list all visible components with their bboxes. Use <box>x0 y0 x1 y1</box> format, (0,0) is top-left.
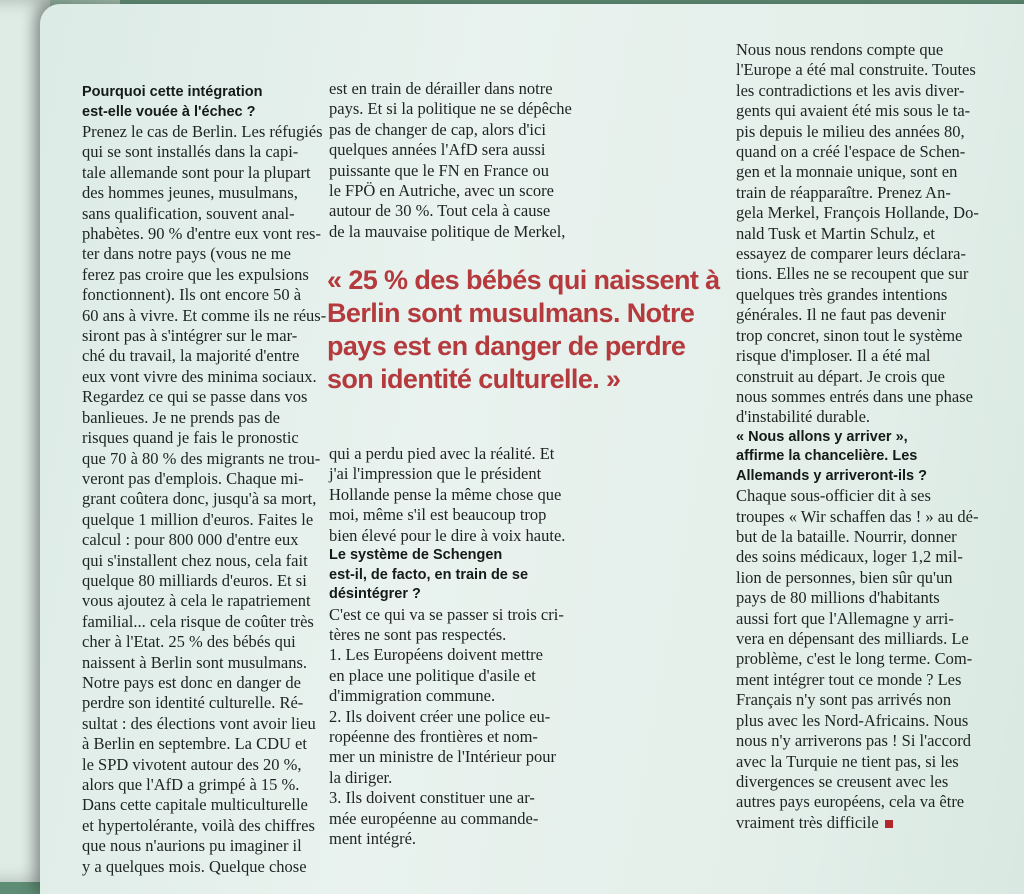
text-line: générales. Il ne faut pas devenir <box>736 305 946 325</box>
left-page-fragment <box>0 461 2 480</box>
text-line: aussi fort que l'Allemagne y arri- <box>736 608 954 628</box>
text-line: ment intégrer tout ce monde ? Les <box>736 669 962 689</box>
text-line: trop concret, sinon tout le système <box>736 325 963 345</box>
text-line: banlieues. Je ne prends pas de <box>82 407 280 427</box>
text-line: risque d'imploser. Il a été mal <box>736 346 931 366</box>
text-line: désintégrer ? <box>329 586 421 603</box>
heading-line: Pourquoi cette intégration <box>82 84 263 100</box>
text-line: familial... cela risque de coûter très <box>82 611 314 631</box>
text-line: phabètes. 90 % d'entre eux vont res- <box>82 224 321 244</box>
text-line: gen et la monnaie unique, sont en <box>736 162 958 182</box>
text-line: Hollande pense la même chose que <box>329 484 562 504</box>
text-line: Dans cette capitale multiculturelle <box>82 795 308 815</box>
left-page-fragment <box>0 575 2 594</box>
text-line: gela Merkel, François Hollande, Do- <box>736 203 979 223</box>
text-line: d'immigration commune. <box>329 686 496 706</box>
text-line: mée européenne au commande- <box>329 808 539 828</box>
text-line: 60 ans à vivre. Et comme ils ne réus- <box>82 305 327 325</box>
text-line: pays de 80 millions d'habitants <box>736 588 940 608</box>
text-line: C'est ce qui va se passer si trois cri- <box>329 604 564 624</box>
text-line: autres pays européens, cela va être <box>736 792 965 812</box>
text-line: « 25 % des bébés qui naissent à <box>327 265 720 295</box>
left-page-fragment <box>0 518 2 537</box>
text-line: divergences se creusent avec les <box>736 771 949 791</box>
text-line: ropéenne des frontières et nom- <box>329 726 538 746</box>
text-line: affirme la chancelière. Les <box>736 448 918 465</box>
text-line: puissante que le FN en France ou <box>329 160 549 180</box>
text-line: est-il, de facto, en train de se <box>329 566 529 583</box>
text-line: le SPD vivotent autour des 20 %, <box>82 754 302 774</box>
text-line: autour de 30 %. Tout cela à cause <box>329 201 551 221</box>
text-line: d'instabilité durable. <box>736 407 871 427</box>
text-line: que 70 à 80 % des migrants ne trou- <box>82 448 321 468</box>
text-line: lion de personnes, bien sûr qu'un <box>736 567 953 587</box>
left-page-fragments <box>0 290 2 594</box>
left-page-fragment <box>0 423 2 442</box>
text-line: vera en dépensant des milliards. Le <box>736 629 969 649</box>
text-line: moi, même s'il est beaucoup trop <box>329 505 547 525</box>
text-line: troupes « Wir schaffen das ! » au dé- <box>736 506 979 526</box>
text-line: plus avec les Nord-Africains. Nous <box>736 710 969 730</box>
left-page-fragment <box>0 404 2 423</box>
magazine-page <box>40 4 1024 894</box>
text-line: calcul : pour 800 000 d'entre eux <box>82 530 299 550</box>
text-line: pays. Et si la politique ne se dépêche <box>329 99 572 119</box>
text-line: Regardez ce qui se passe dans vos <box>82 387 308 407</box>
text-line: sans qualification, souvent anal- <box>82 203 295 223</box>
text-line: problème, c'est le long terme. Com- <box>736 649 973 669</box>
column-3-answer-text <box>736 486 1024 833</box>
text-line: construit au départ. Je crois que <box>736 366 945 386</box>
text-line: eux vont vivre des minima sociaux. <box>82 366 317 386</box>
text-line: sultat : des élections vont avoir lieu <box>82 713 316 733</box>
column-3 <box>736 40 1024 833</box>
text-line: ché du travail, la majorité d'entre <box>82 346 300 366</box>
text-line: naissent à Berlin sont musulmans. <box>82 652 308 672</box>
text-line: Le système de Schengen <box>329 547 503 564</box>
text-line: grant coûtera donc, jusqu'à sa mort, <box>82 489 317 509</box>
text-line: alors que l'AfD a grimpé à 15 %. <box>82 775 300 794</box>
text-line: ferez pas croire que les expulsions <box>82 264 309 284</box>
text-line: quand on a créé l'espace de Schen- <box>736 142 966 162</box>
left-page-fragment <box>0 309 2 328</box>
text-line: tères ne sont pas respectés. <box>329 624 507 644</box>
text-line: que nous n'aurions pu imaginer il <box>82 836 302 856</box>
text-line: Français n'y sont pas arrivés non <box>736 690 952 710</box>
text-line: but de la bataille. Nourrir, donner <box>736 527 957 547</box>
column-1-text <box>82 122 357 877</box>
pull-quote <box>327 264 757 396</box>
text-line: fonctionnent). Ils ont encore 50 à <box>82 285 302 305</box>
left-page-fragment <box>0 556 2 575</box>
column-1 <box>82 83 357 877</box>
text-line: Prenez le cas de Berlin. Les réfugiés <box>82 122 323 141</box>
text-line: quelque 1 million d'euros. Faites le <box>82 509 314 529</box>
text-line: vous ajoutez à cela le rapatriement <box>82 591 311 611</box>
end-mark-icon <box>885 820 893 828</box>
text-line: cher à l'Etat. 25 % des bébés qui <box>82 632 296 652</box>
text-line: essayez de comparer leurs déclara- <box>736 244 966 264</box>
text-line: est en train de dérailler dans notre <box>329 79 553 98</box>
text-line: Notre pays est donc en danger de <box>82 672 302 692</box>
text-line: ment intégré. <box>329 829 417 848</box>
text-line: Berlin sont musulmans. Notre <box>327 298 695 328</box>
text-line: et hypertolérante, voilà des chiffres <box>82 815 315 835</box>
text-line: avec la Turquie ne tient pas, si les <box>736 751 959 771</box>
text-line: quelques années l'AfD sera aussi <box>329 140 546 160</box>
column-3-text <box>736 40 1024 428</box>
text-line: nald Tusk et Martin Schulz, et <box>736 223 935 243</box>
text-line: perdre son identité culturelle. Ré- <box>82 693 304 713</box>
text-line: nous sommes entrés dans une phase <box>736 386 973 406</box>
text-line: j'ai l'impression que le président <box>329 464 542 484</box>
left-page-fragment <box>0 480 2 499</box>
heading-line: est-elle vouée à l'échec ? <box>82 103 256 120</box>
text-line: mer un ministre de l'Intérieur pour <box>329 747 557 767</box>
text-line: 2. Ils doivent créer une police eu- <box>329 706 551 726</box>
text-line: pays est en danger de perdre <box>327 331 686 361</box>
text-line: des soins médicaux, loger 1,2 mil- <box>736 547 963 567</box>
text-line: train de réapparaître. Prenez An- <box>736 182 951 202</box>
text-line: 1. Les Européens doivent mettre <box>329 645 543 665</box>
text-line: des hommes jeunes, musulmans, <box>82 183 298 203</box>
text-line: les contradictions et les avis diver- <box>736 80 965 100</box>
text-line: pis depuis le milieu des années 80, <box>736 121 965 141</box>
left-page-fragment <box>0 442 2 461</box>
question-heading-1 <box>82 83 357 122</box>
text-line: de la mauvaise politique de Merkel, <box>329 221 566 241</box>
text-line: la diriger. <box>329 767 393 787</box>
left-page-fragment <box>0 537 2 556</box>
question-heading-2 <box>329 546 589 605</box>
column-2-bottom <box>329 444 589 849</box>
text-line: ter dans notre pays (vous ne me <box>82 244 291 264</box>
text-line: nous n'y arriverons pas ! Si l'accord <box>736 731 972 751</box>
text-line: Nous nous rendons compte que <box>736 40 944 59</box>
question-heading-3 <box>736 428 1024 487</box>
text-line: tions. Elles ne se recoupent que sur <box>736 264 969 284</box>
text-line: 3. Ils doivent constituer une ar- <box>329 788 535 808</box>
text-line: pas de changer de cap, alors d'ici <box>329 119 546 139</box>
text-line: siront pas à s'intégrer sur le mar- <box>82 326 298 346</box>
text-line: l'Europe a été mal construite. Toutes <box>736 60 976 80</box>
text-line: à Berlin en septembre. La CDU et <box>82 734 307 754</box>
text-line: le FPÖ en Autriche, avec un score <box>329 181 554 201</box>
left-page-fragment <box>0 385 2 404</box>
left-page-fragment <box>0 328 2 347</box>
column-2-top <box>329 79 572 242</box>
text-line: vraiment très difficile <box>736 813 1024 833</box>
text-line: qui se sont installés dans la capi- <box>82 142 299 162</box>
left-page-fragment <box>0 499 2 518</box>
text-line: gents qui avaient été mis sous le ta- <box>736 101 971 121</box>
text-line: qui a perdu pied avec la réalité. Et <box>329 444 555 463</box>
text-line: quelques très grandes intentions <box>736 284 948 304</box>
text-line: veront pas d'emplois. Chaque mi- <box>82 468 304 488</box>
left-page-fragment <box>0 290 2 309</box>
text-line: y a quelques mois. Quelque chose <box>82 856 307 876</box>
text-line: risques quand je fais le pronostic <box>82 428 299 448</box>
text-line: qui s'installent chez nous, cela fait <box>82 550 308 570</box>
text-line: Allemands y arriveront-ils ? <box>736 467 927 484</box>
left-page-fragment <box>0 347 2 366</box>
text-line: bien élevé pour le dire à voix haute. <box>329 525 566 545</box>
text-line: en place une politique d'asile et <box>329 665 536 685</box>
column-2-top-text <box>329 79 572 242</box>
column-2-answer-text <box>329 605 589 850</box>
text-line: tale allemande sont pour la plupart <box>82 162 311 182</box>
left-page-fragment <box>0 366 2 385</box>
text-line: Chaque sous-officier dit à ses <box>736 486 931 506</box>
text-line: « Nous allons y arriver », <box>736 428 908 445</box>
text-line: quelque 80 milliards d'euros. Et si <box>82 570 307 590</box>
column-2-bottom-text <box>329 444 589 546</box>
text-line: son identité culturelle. » <box>327 364 621 394</box>
